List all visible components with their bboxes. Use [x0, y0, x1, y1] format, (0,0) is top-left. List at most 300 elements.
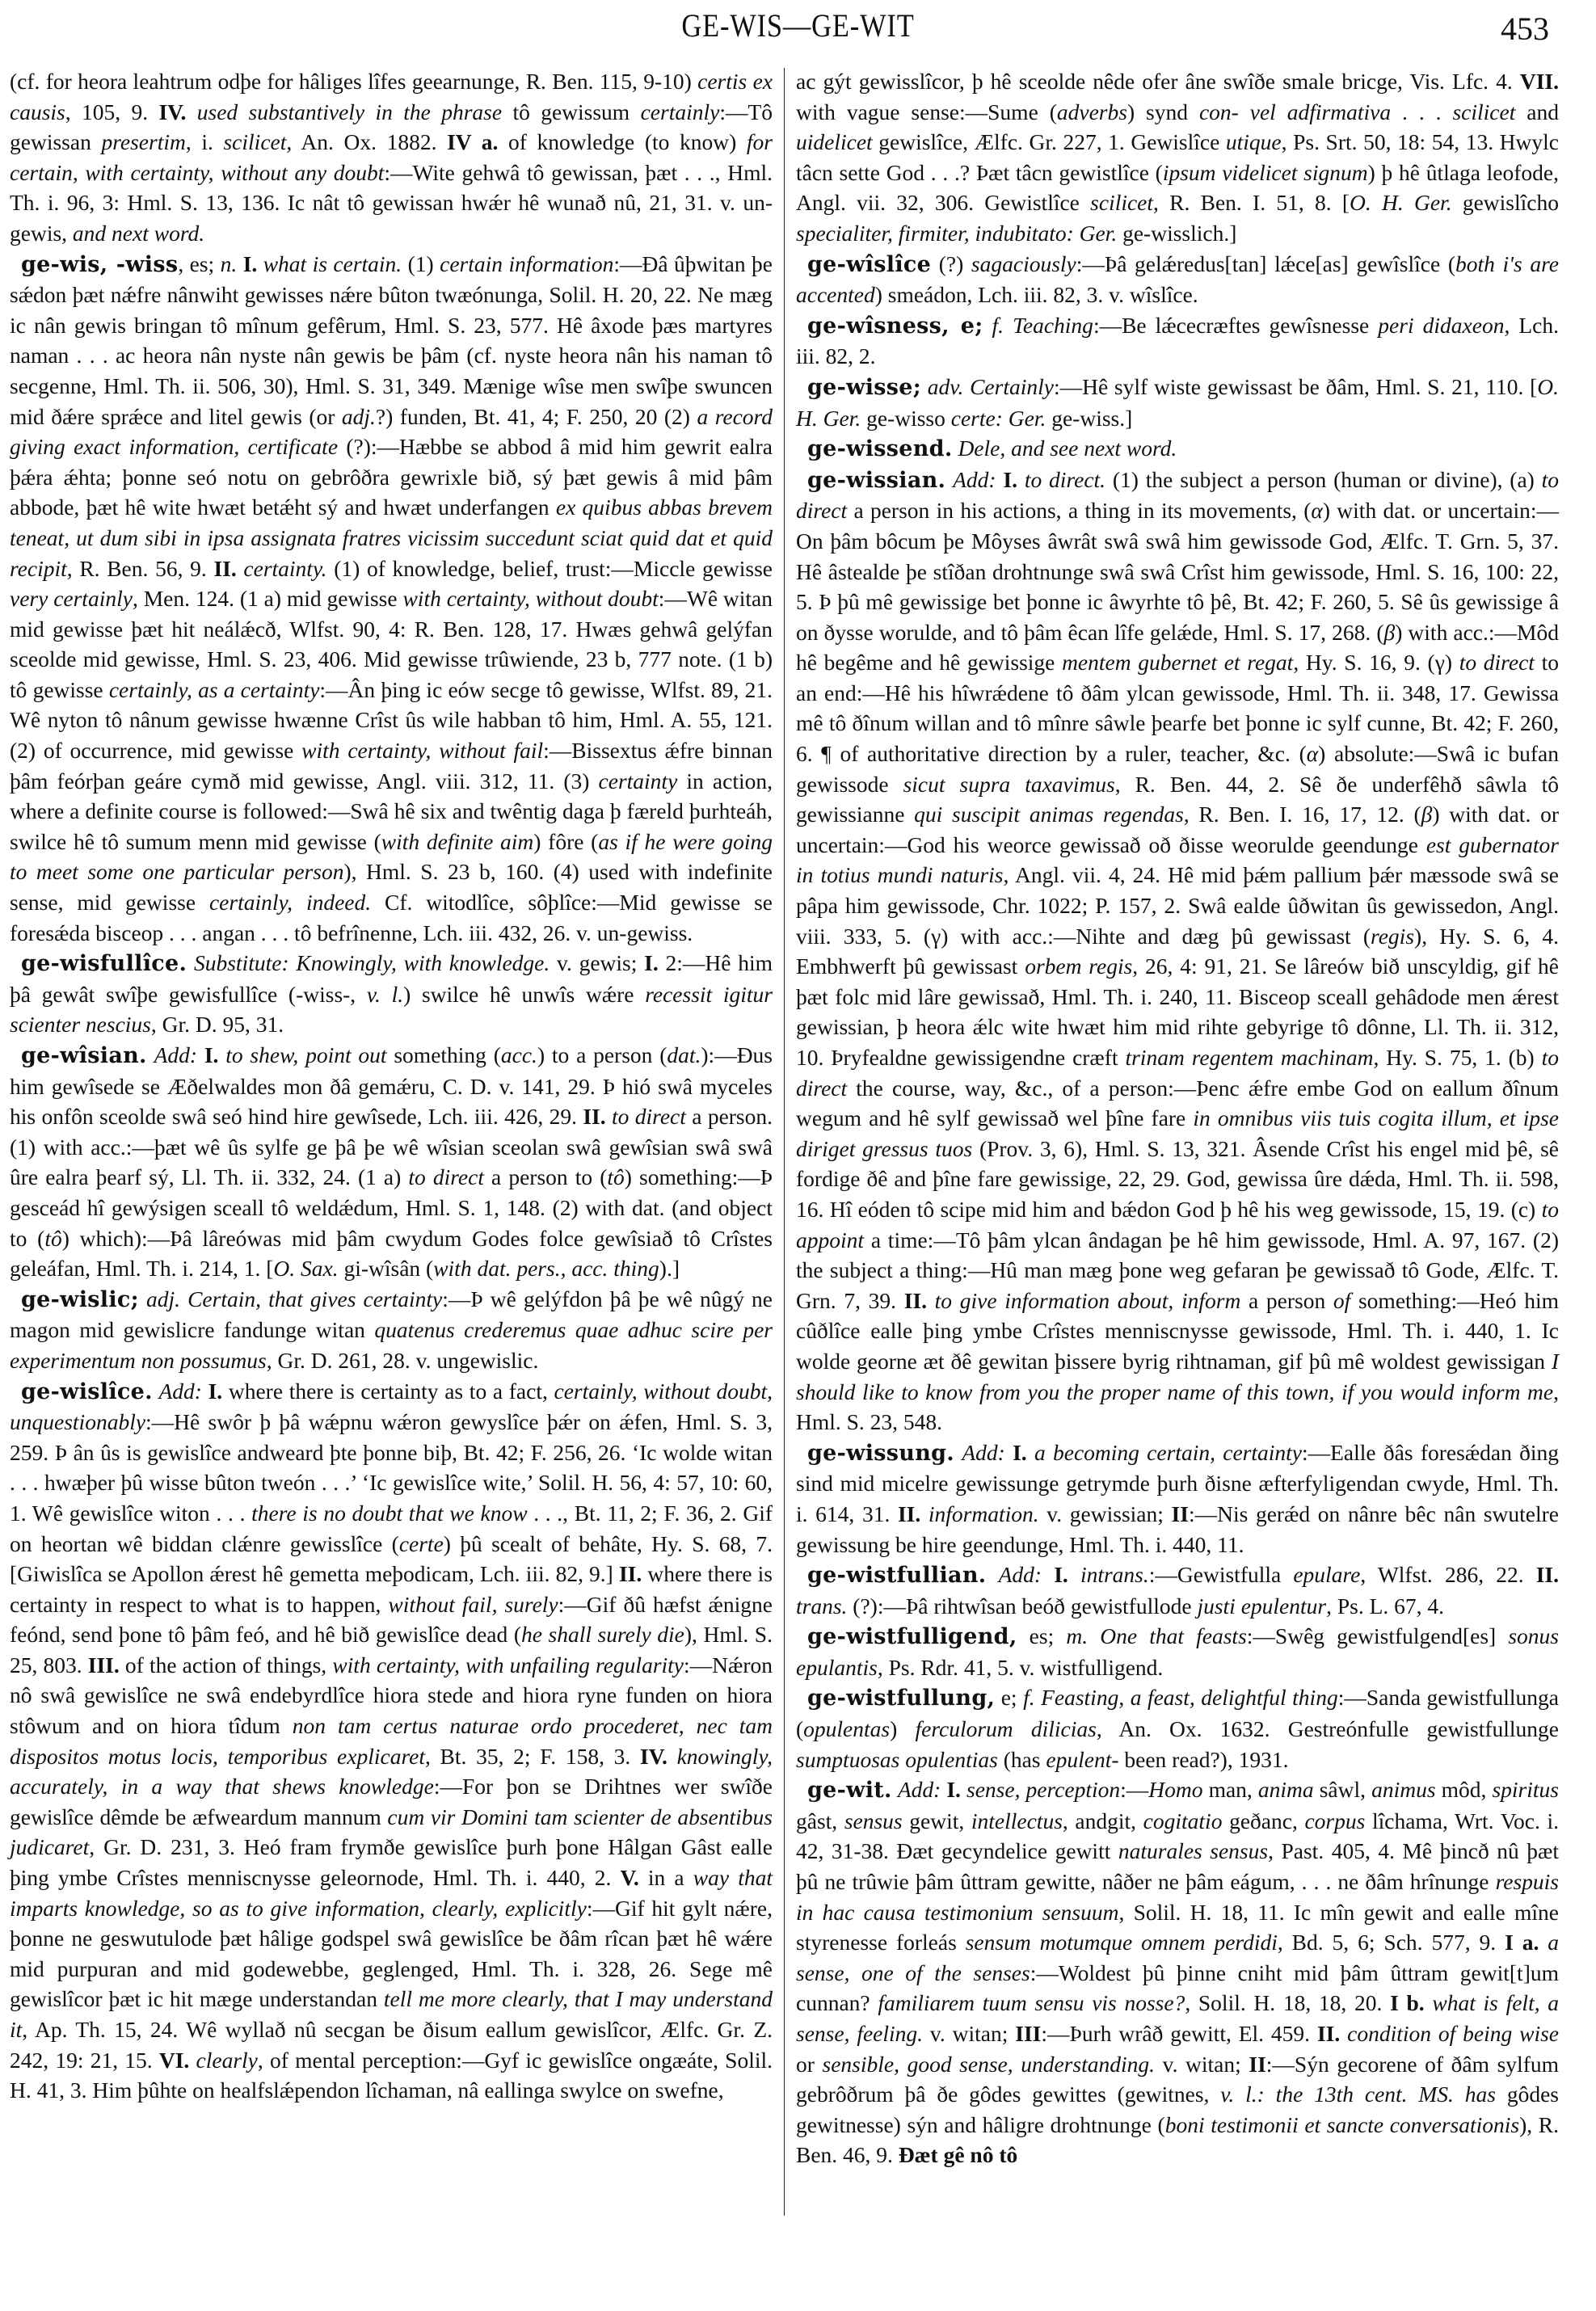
entry-text: , Gr. D. 95, 31. [150, 1012, 284, 1038]
entry-text: :—Hê sylf wiste gewissast be ðâm, Hml. S. 21, 110. [ [1053, 373, 1538, 399]
dictionary-entry [10, 948, 773, 1040]
italic-gloss: adv. Certainly [927, 373, 1054, 399]
entry-text: (1) of knowledge, belief, trust:—Miccle gewisse [326, 555, 773, 581]
entry-text: , Ps. L. 67, 4. [1326, 1593, 1445, 1619]
entry-text [257, 251, 263, 276]
entry-text: v. witan; [923, 2021, 1016, 2046]
entry-text: :—Woldest þû þinne cniht mid þâm ûttram gewit[t]um cunnan? [796, 1960, 1559, 2016]
entry-continuation [796, 66, 1559, 249]
entry-text: ) to a person ( [537, 1042, 667, 1067]
entry-text: :—Wê witan mid gewisse þæt hit neálǽcð, Wlfst. 90, 4: R. Ben. 128, 17. Hwæs gehwâ gelýfan sceolde mid gewisse, Hml. S. 23, 406. Mid gewisse trûwiende, 23 b, 777 note. (1 b) tô gewisse [10, 586, 773, 702]
entry-text: :—Sanda gewistfullunga ( [796, 1685, 1559, 1742]
entry-text: . . . [1391, 99, 1453, 124]
italic-gloss: trinam regentem machinam [1125, 1045, 1374, 1070]
entry-text [1539, 1930, 1548, 1955]
italic-gloss: opulentas [803, 1716, 891, 1742]
sense-number: I. [242, 250, 258, 276]
entry-text: :—Þurh wrâð gewitt, El. 459. [1041, 2021, 1317, 2046]
page-number: 453 [1501, 11, 1549, 47]
entry-text: :—Wite gehwâ tô gewissan, þæt . . ., Hml. Th. i. 96, 3: Hml. S. 13, 136. Ic nât tô gewissan hwǽr hê wunað nû, 21, 31. v. un-gewis, [10, 159, 773, 246]
entry-text: :—Ân þing ic eów secge tô gewisse, Wlfst. 89, 21. Wê nyton tô nânum gewisse hwænne Crîst ûs wile habban tô him, Hml. A. 55, 121. (2) of occurrence, mid gewisse [10, 676, 773, 764]
sense-number: I. [1054, 1562, 1068, 1588]
entry-text: ac gýt gewisslîcor, þ hê sceolde nêde ofer âne swîðe smale bricge, Vis. Lfc. 4. [796, 69, 1520, 94]
headword: ge-wis, -wiss [21, 251, 179, 277]
entry-text: ) þû scealt of behâte, Hy. S. 68, 7. [Giwislîca se Apollon ǽrest hê gemetta meþodicam, Lch. iii. 82, 9.] [10, 1530, 773, 1587]
entry-text [921, 374, 928, 399]
sense-number: II. [213, 555, 237, 581]
entry-text [1068, 1562, 1080, 1587]
italic-gloss: β [1421, 802, 1433, 827]
italic-gloss: certainly [640, 99, 720, 124]
entry-text: :—Nǽron nô swâ gewislîce ne swâ endebyrdlîce hiora stede and hiora ryne funden on hiora stôwum and on hiora tîdum [10, 1652, 773, 1739]
entry-text [1425, 1990, 1433, 2015]
italic-gloss: to direct [796, 1045, 1559, 1101]
italic-gloss: acc. [500, 1042, 537, 1067]
italic-gloss: to appoint [796, 1196, 1559, 1252]
headword: ge-wissend. [807, 436, 953, 462]
italic-gloss: he shall surely die [520, 1622, 684, 1648]
right-column [785, 66, 1559, 2248]
entry-text: ) which):—Þâ lâreówas mid þâm cwydum Godes folce gewîsiað tô Crîstes geleáfan, Hml. Th. i. 214, 1. [ [10, 1225, 773, 1282]
italic-gloss: of [1333, 1287, 1351, 1313]
entry-text: where there is certainty as to a fact, [222, 1378, 554, 1404]
entry-text: :—For þon se Drihtnes wer swîðe gewislîce dêmde be æfweardum mannum [10, 1774, 773, 1829]
entry-text: ge-wisso [861, 405, 951, 431]
dictionary-columns [10, 66, 1586, 2248]
entry-text: v. gewissian; [1038, 1501, 1172, 1526]
italic-gloss: orbem regis [1025, 953, 1133, 979]
entry-text: , Ap. Th. 15, 24. Wê wyllað nû secgan be ðisum eallum gewislîcor, Ælfc. Gr. Z. 242, 19: 21, 15. [10, 2017, 773, 2073]
entry-text [197, 1042, 204, 1067]
entry-text [954, 1440, 962, 1465]
entry-text [961, 1777, 966, 1802]
dictionary-entry [796, 1774, 1559, 2170]
italic-gloss: with certainty, without fail [301, 738, 544, 764]
headword: ge-wislîce. [21, 1379, 153, 1404]
headword: ge-wistfulligend, [807, 1624, 1017, 1650]
italic-gloss: spiritus [1492, 1777, 1559, 1803]
entry-text: :—Bissextus ǽfre binnan þâm feórþan geáre cymð mid gewisse, Angl. viii. 312, 11. (3) [10, 738, 773, 793]
italic-gloss: as if he were going to meet some one particular person [10, 828, 773, 885]
entry-text: and [1515, 99, 1559, 124]
italic-gloss: there is no doubt that we know [251, 1500, 528, 1526]
sense-number: II. [583, 1104, 606, 1130]
entry-text: ):—Ðus him gewîsede se Æðelwaldes mon ðâ gemǽru, C. D. v. 141, 29. Þ hió swâ myceles his onfôn sceolde swâ seó hind hire gewîsede, Lch. iii. 426, 29. [10, 1042, 773, 1130]
entry-text: :—Ealle ðâs foresǽdan ðing sind mid micelre gewissunge getrymde þurh ðisne æfterfyligendan cwyde, Hml. Th. i. 614, 31. [796, 1439, 1560, 1526]
italic-gloss: to direct. [1024, 466, 1106, 492]
entry-text: (1) [402, 250, 440, 276]
italic-gloss: tô [44, 1225, 62, 1251]
italic-gloss: used substantively in the phrase [196, 99, 503, 124]
italic-gloss: both i's are accented [796, 250, 1559, 308]
italic-gloss: β [1383, 619, 1396, 645]
dictionary-entry [796, 1560, 1559, 1621]
italic-gloss: Add: [897, 1777, 941, 1803]
italic-gloss: Add: [953, 466, 996, 492]
entry-text: , 26, 4: 91, 21. Se lâreów bið unscyldig, gif hê þæt folc mid lâre gewissað, Hml. Th. i. 240, 11. Bisceop sceall gehâdode men ǽrest gewissian, þ heora ǽlc wite hwæt him mid rihte gebyrige tô dônne, Ll. Th. ii. 312, 10. Þryfealdne gewissigendne cræft [796, 953, 1560, 1070]
italic-gloss: what is certain. [263, 250, 402, 276]
italic-gloss: α [1306, 741, 1319, 767]
italic-gloss: and next word. [72, 220, 205, 246]
italic-gloss: uidelicet [796, 129, 873, 155]
sense-number: I. [644, 950, 659, 976]
headword: ge-wistfullung, [807, 1686, 996, 1711]
sense-number: I. [208, 1378, 223, 1404]
entry-text: , es; [178, 250, 221, 276]
sense-number: VI. [158, 2047, 190, 2073]
italic-gloss: f. Teaching [992, 312, 1093, 338]
sense-number: II [1171, 1501, 1189, 1526]
entry-text: :—Þ wê gelýfdon þâ þe wê nûgý ne magon mid gewislicre fandunge witan [10, 1286, 773, 1343]
italic-gloss: sense, perception [966, 1777, 1121, 1803]
italic-gloss: to direct [1459, 650, 1535, 676]
entry-text: ) with dat. or uncertain:—On þâm bôcum þe Môyses âwrât swâ swâ him gewissode God, Ælfc. T. Grn. 5, 37. Hê âstealde þe stîðan drohtnunge swâ swâ Crîst him gewissode, Hml. S. 16, 100: 22, 5. Þ þû mê gewissige bet þonne ic âwyrhte tô þê, Bt. 42; F. 260, 5. Sê ûs gewissige â on ðysse worulde, and tô þâm êcan lîfe gelǽde, Hml. S. 17, 268. ( [796, 498, 1559, 645]
entry-text: :— [1120, 1777, 1149, 1803]
entry-text: tô gewissum [502, 99, 641, 124]
entry-text: , Angl. vii. 4, 24. Hê mid þǽm pallium þǽr mæssode swâ se pâpa him gewissode, Chr. 1022; P. 157, 2. Swâ ealde ûðwitan ûs gewissedon, Angl. viii. 333, 5. (γ) with acc.:—Nihte and dæg þû gewissast ( [796, 862, 1559, 949]
headword: ge-wisse; [807, 374, 922, 400]
italic-gloss: α [1311, 498, 1323, 524]
italic-gloss: recessit igitur scienter nescius [10, 981, 773, 1038]
italic-gloss: corpus [1304, 1808, 1366, 1833]
italic-gloss: sagaciously [971, 250, 1076, 276]
entry-text: , Gr. D. 261, 28. v. ungewislic. [266, 1347, 539, 1373]
entry-text: , Past. 405, 4. Mê þincð nû þæt þû ne trûwie þâm ûttram gewitte, nâðer ne þâm eágum, . . . ne ðâm hrînunge [796, 1838, 1559, 1895]
italic-gloss: sonus epulantis [796, 1623, 1559, 1680]
dictionary-entry [796, 249, 1559, 310]
italic-gloss: Add: [998, 1562, 1042, 1588]
italic-gloss: v. l.: the 13th cent. MS. has [1220, 2082, 1496, 2107]
italic-gloss: intrans. [1080, 1562, 1149, 1588]
entry-text: ) something:—Þ gesceád hî gewýsigen sceall tô weldǽdum, Hml. S. 1, 148. (2) with dat. (and object to ( [10, 1164, 773, 1251]
italic-gloss: m. One that feasts [1066, 1623, 1247, 1649]
dictionary-entry [796, 1438, 1559, 1560]
entry-text [927, 1288, 935, 1313]
entry-text: gewislîcho [1451, 190, 1559, 216]
sense-number: I. [1003, 466, 1017, 492]
sense-number: I a. [1505, 1930, 1539, 1955]
entry-text [1027, 1440, 1034, 1465]
italic-gloss: f. Feasting, a feast, delightful thing [1023, 1685, 1338, 1711]
entry-text: môd, [1435, 1777, 1493, 1803]
italic-gloss: boni testimonii et sancte conversationis [1164, 2111, 1520, 2137]
italic-gloss: O. H. Ger. [1350, 190, 1452, 216]
italic-gloss: O. Sax. [273, 1256, 339, 1282]
entry-text: , R. Ben. 56, 9. [66, 555, 214, 581]
italic-gloss: adverbs [1056, 99, 1127, 124]
entry-text: geðanc, [1222, 1808, 1305, 1833]
italic-gloss: certe [398, 1530, 444, 1556]
italic-gloss: cum vir Domini tam scienter de absentibus judicaret [10, 1804, 773, 1860]
left-column [10, 66, 784, 2248]
entry-text [945, 467, 953, 492]
sense-number: IV. [158, 99, 187, 124]
headword: ge-wisfullîce. [21, 951, 187, 977]
entry-text [892, 1777, 898, 1802]
italic-gloss: certainly, indeed. [208, 890, 372, 916]
italic-gloss: utique [1225, 129, 1282, 155]
entry-text: ) absolute:—Swâ ic bufan gewissode [796, 741, 1559, 797]
italic-gloss: dat. [667, 1042, 701, 1067]
entry-text: v. witan; [1155, 2051, 1249, 2077]
italic-gloss: trans. [796, 1593, 848, 1619]
italic-gloss: a sense, one of the senses [796, 1930, 1560, 1985]
entry-text: ) with acc.:—Môd hê begême and hê gewissige [796, 619, 1559, 676]
italic-gloss: with definite aim [381, 828, 534, 854]
sense-number: I. [1013, 1439, 1027, 1465]
entry-text: . . ., Bt. 11, 2; F. 36, 2. Gif on heortan wê biddan clǽnre gewisslîce ( [10, 1500, 773, 1556]
dictionary-entry [796, 465, 1559, 1438]
entry-text: :—Swêg gewistfulgend[es] [1246, 1623, 1509, 1649]
dictionary-entry [10, 1040, 773, 1284]
headword: ge-wit. [807, 1778, 892, 1804]
entry-text: a person in his actions, a thing in its movements, ( [847, 498, 1312, 524]
entry-text: (?) [931, 250, 971, 276]
italic-gloss: regis [1371, 923, 1415, 949]
entry-text: something:—Heó him cûðlîce ealle þing ymbe Crîstes menniscnysse gewissode, Hml. Th. i. 440, 1. Ic wolde georne æt ðê gewitan þissere byrig rihtnaman, gif þû mê woldest gewissigan [796, 1287, 1559, 1374]
italic-gloss: Add: [158, 1378, 202, 1404]
entry-text [147, 1042, 154, 1067]
italic-gloss: peri didaxeon [1378, 312, 1505, 338]
entry-text: , Lch. iii. 82, 2. [796, 312, 1560, 369]
entry-text: :—Hê swôr þ þâ wǽpnu wǽron gewyslîce þǽr on ǽfen, Hml. S. 3, 259. Þ ân ûs is gewislîce andweard þte þonne biþ, Bt. 42; F. 256, 26. ‘Ic wolde witan . . . hwæþer þû wisse bûton tweón . . .’ ‘Ic gewislîce wite,’ Solil. H. 56, 4: 57, 10: 60, 1. Wê gewislîce witon . . . [10, 1409, 773, 1526]
entry-text: , Solil. H. 18, 11. Ic mîn gewit and ealle mîne styrenesse forleás [796, 1899, 1559, 1955]
italic-gloss: to give information about, inform [934, 1287, 1241, 1313]
headword: ge-wistfullian. [807, 1563, 987, 1589]
entry-text: :—Sýn gecorene of ðâm sylfum gebrôðrum þâ ðe gôdes gewittes (gewitnes, [796, 2051, 1559, 2107]
italic-gloss: specialiter, firmiter, indubitato: Ger. [796, 220, 1118, 246]
italic-gloss: certis ex causis [10, 69, 773, 124]
dictionary-entry [796, 372, 1559, 433]
italic-gloss: cogitatio [1143, 1808, 1223, 1833]
entry-text [1042, 1562, 1054, 1587]
entry-text: ) swilce hê unwîs wǽre [403, 981, 646, 1007]
italic-gloss: sicut supra taxavimus [903, 771, 1115, 797]
italic-gloss: scilicet [1452, 99, 1516, 124]
italic-gloss: a record giving exact information, certificate [10, 403, 773, 460]
entry-text: to an end:—Hê his hîwrǽdene tô ðâm ylcan gewissode, Hml. Th. ii. 348, 17. Gewissa mê tô ðînum willan and tô mînre sâwle þearfe bet þonne ic sylf cunne, Bt. 42; F. 260, 6. ¶ of authoritative direction by a ruler, teacher, &c. ( [796, 650, 1560, 767]
entry-text: ) [890, 1716, 916, 1742]
entry-text: ), Hml. S. 23 b, 160. (4) used with indefinite sense, mid gewisse [10, 859, 773, 916]
entry-text: :—Gif hit gylt nǽre, þonne ne geswutulode þæt hâlige godspel swâ gewislîce be ðâm rîcan þæt hê wǽre mid purpuran and mid godewebbe, geglenged, Hml. Th. i. 328, 26. Sege mê gewislîcor þæt ic hit mæge understandan [10, 1895, 773, 2012]
entry-text [139, 1286, 146, 1311]
entry-text: , Hy. S. 75, 1. (b) [1373, 1045, 1542, 1070]
italic-gloss: in omnibus viis tuis cogita illum, et ipse diriget gressus tuos [796, 1105, 1559, 1161]
entry-text: 2:—Hê him þâ gewât swîþe gewisfullîce (-wiss-, [10, 950, 773, 1007]
sense-number: II. [897, 1501, 921, 1526]
page-header [0, 0, 1596, 57]
entry-text: ) with dat. or uncertain:—God his weorce gewissað oð ðisse weorulde geendunge [796, 802, 1559, 857]
entry-text: , Wlfst. 286, 22. [1360, 1562, 1536, 1588]
entry-text: gewislîce, Ælfc. Gr. 227, 1. Gewislîce [872, 129, 1226, 155]
entry-text: , of mental perception:—Gyf ic gewislîce ongæáte, Solil. H. 41, 3. Him þûhte on healfslǽpendon lîchaman, nâ eallinga swylce on swefne, [10, 2047, 773, 2103]
italic-gloss: what is felt, a sense, feeling. [796, 1990, 1560, 2046]
italic-gloss: Dele, and see next word. [958, 436, 1177, 461]
entry-text: ) fôre ( [533, 828, 599, 854]
italic-gloss: Substitute: Knowingly, with knowledge. [193, 950, 550, 976]
entry-text: ), R. Ben. 46, 9. [796, 2111, 1559, 2168]
sense-number: II. [1316, 2021, 1341, 2046]
entry-text: v. gewis; [550, 950, 645, 976]
entry-text: , R. Ben. 44, 2. Sê ðe underfêhð sâwla tô gewissianne [796, 771, 1559, 827]
italic-gloss: familiarem tuum sensu vis nosse? [878, 1990, 1185, 2016]
entry-text: :—Gif ðû hæfst ǽnigne feónd, send þone tô þâm feó, and hê bið gewislîce dead ( [10, 1591, 773, 1648]
italic-gloss: to direct [611, 1104, 686, 1130]
entry-text: e; [995, 1685, 1024, 1711]
entry-text: (cf. for heora leahtrum odþe for hâliges lîfes geearnunge, R. Ben. 115, 9-10) [10, 69, 698, 94]
entry-text: ge-wiss.] [1046, 405, 1133, 431]
dictionary-entry [10, 249, 773, 949]
italic-gloss: anima [1257, 1777, 1314, 1803]
entry-text: , Bt. 35, 2; F. 158, 3. [424, 1743, 640, 1769]
entry-text: sâwl, [1313, 1777, 1372, 1803]
entry-text: (?):—Hæbbe se abbod â mid him gewrit ealra þǽra ǽhta; þonne seó notu on gebrôðra gewrixle bið, sý þæt gewis â mid þâm abbode, þæt hê wite hwæt betǽht sý and hwæt underfangen [10, 434, 773, 520]
entry-text: :—Tô gewissan [10, 99, 773, 155]
italic-gloss: Add: [154, 1042, 198, 1067]
italic-gloss: intellectus [971, 1808, 1063, 1833]
entry-text: (?):—Þâ rihtwîsan beóð gewistfullode [847, 1593, 1198, 1619]
entry-text: ?) funden, Bt. 41, 4; F. 250, 20 (2) [375, 403, 697, 429]
italic-gloss: sensus [844, 1808, 903, 1833]
headword: ge-wissian. [807, 467, 946, 493]
italic-gloss: Add: [962, 1439, 1005, 1465]
italic-gloss: sensible, good sense, understanding. [822, 2051, 1155, 2077]
italic-gloss: adj. Certain, that gives certainty [145, 1286, 443, 1311]
entry-text [1005, 1440, 1013, 1465]
italic-gloss: scilicet [223, 129, 287, 155]
entry-text: a person to ( [483, 1164, 608, 1190]
dictionary-entry [796, 1621, 1559, 1682]
entry-text: , An. Ox. 1882. [286, 129, 448, 155]
entry-text: in action, where a definite course is followed:—Swâ hê six and twêntig daga þ færeld þurhteáh, swilce hê tô sumum menn mid gewisse ( [10, 768, 773, 854]
entry-text [606, 1104, 612, 1129]
entry-text: of knowledge (to know) [498, 129, 747, 155]
entry-text: , Hy. S. 16, 9. (γ) [1293, 650, 1459, 676]
italic-gloss: to direct [408, 1164, 484, 1190]
italic-gloss: O. H. Ger. [796, 373, 1559, 431]
entry-text: ge-wisslich.] [1117, 220, 1237, 246]
italic-gloss: epulent- [1046, 1746, 1119, 1772]
entry-text: lîchama, Wrt. Voc. i. 42, 31-38. Ðæt gecyndelice gewitt [796, 1808, 1559, 1864]
entry-text: , Men. 124. (1 a) mid gewisse [132, 586, 403, 612]
italic-gloss: ex quibus abbas brevem teneat, ut dum sibi in ipsa assignata fratres vicissim succedunt sciat quid dat et quid recipit [10, 495, 773, 581]
italic-gloss: con- vel adfirmativa [1198, 99, 1392, 124]
sense-number: III. [87, 1652, 120, 1677]
entry-text: :—Ðâ ûþwitan þe sǽdon þæt nǽfre nânwiht gewisses nǽre bûton twæónunga, Solil. H. 20, 22. Ne mæg ic nân gewis bringan tô mînum gefêrum, Hml. S. 23, 577. Hê âxode þæs martyres naman . . . ac heora nân nyste nân gewis be þâm (cf. nyste heora nân his naman tô secgenne, Hml. Th. ii. 506, 30), Hml. S. 31, 349. Mænige wîse men swîþe swuncen mid ðǽre sprǽce and litel gewis (or [10, 250, 773, 429]
entry-text: gôdes gewitnesse) sýn and hâligre drohtnunge ( [796, 2082, 1559, 2137]
sense-number: II. [1535, 1562, 1559, 1588]
headword: ge-wîslîce [807, 251, 932, 277]
dictionary-entry [796, 433, 1559, 465]
sense-number: Ðæt gê nô tô [898, 2142, 1018, 2168]
entry-text: gi-wîsân ( [338, 1256, 434, 1282]
italic-gloss: ferculorum dilicias [915, 1716, 1097, 1742]
entry-text: , Ps. Srt. 50, 18: 54, 13. Hwylc tâcn sette God . . .? Þæt tâcn gewistlîce ( [796, 129, 1559, 185]
headword: ge-wîsness, e; [807, 313, 983, 339]
italic-gloss: qui suscipit animas regendas [914, 802, 1184, 827]
entry-text [986, 1562, 998, 1587]
dictionary-entry [796, 310, 1559, 372]
italic-gloss: naturales sensus [1118, 1838, 1269, 1864]
italic-gloss: to direct [796, 466, 1560, 524]
italic-gloss: information. [928, 1501, 1039, 1526]
entry-text: been read?), 1931. [1118, 1746, 1289, 1772]
italic-gloss: non tam certus naturae ordo procederet, nec tam dispositos motus locis, temporibus explicaret [10, 1713, 773, 1769]
entry-text: or [796, 2051, 823, 2077]
entry-text: , andgit, [1062, 1808, 1143, 1833]
entry-text: of the action of things, [119, 1652, 333, 1677]
italic-gloss: knowingly, accurately, in a way that shews knowledge [10, 1743, 773, 1800]
entry-text: something ( [386, 1042, 501, 1067]
italic-gloss: respuis in hac causa testimonium sensuum [796, 1869, 1559, 1925]
sense-number: IV. [640, 1743, 667, 1769]
entry-text: es; [1017, 1623, 1067, 1649]
entry-text: , R. Ben. I. 16, 17, 12. ( [1183, 802, 1421, 827]
entry-text: , 105, 9. [65, 99, 159, 124]
italic-gloss: v. l. [366, 981, 404, 1007]
italic-gloss: n. [220, 250, 238, 276]
sense-number: IV a. [447, 129, 499, 155]
italic-gloss: way that imparts knowledge, so as to give information, clearly, explicitly [10, 1865, 773, 1921]
italic-gloss: a becoming certain, certainty [1034, 1439, 1302, 1465]
entry-text: ), Hy. S. 6, 4. Embhwerft þû gewissast [796, 923, 1559, 979]
italic-gloss: certainly, without doubt, unquestionably [10, 1378, 773, 1435]
sense-number: III [1015, 2021, 1042, 2046]
italic-gloss: certe: Ger. [950, 405, 1046, 431]
dictionary-entry [10, 1284, 773, 1376]
entry-text: ) þ hê ûtlaga leofode, Angl. vii. 32, 306. Gewistlîce [796, 159, 1559, 216]
italic-gloss: very certainly [10, 586, 133, 612]
italic-gloss: presertim [101, 129, 186, 155]
sense-number: VII. [1519, 69, 1559, 94]
entry-text: gewit, [902, 1808, 971, 1833]
italic-gloss: animus [1371, 1777, 1436, 1803]
entry-text: , An. Ox. 1632. Gestreónfulle gewistfullunge [1096, 1716, 1560, 1742]
running-head: GE-WIS—GE-WIT [681, 7, 915, 44]
entry-text: (1) the subject a person (human or divine), (a) [1105, 466, 1542, 492]
entry-text [1017, 467, 1025, 492]
sense-number: V. [620, 1865, 639, 1891]
sense-number: I. [204, 1042, 219, 1067]
italic-gloss: mentem gubernet et regat [1062, 650, 1294, 676]
italic-gloss: tô [607, 1164, 625, 1190]
italic-gloss: certainty. [243, 555, 327, 581]
italic-gloss: condition of being wise [1347, 2021, 1560, 2046]
italic-gloss: clearly [196, 2047, 258, 2073]
italic-gloss: quatenus crederemus quae adhuc scire per experimentum non possumus [10, 1317, 773, 1373]
entry-text: ).] [659, 1256, 680, 1282]
entry-text: , Hml. S. 23, 548. [796, 1379, 1559, 1435]
italic-gloss: for certain, with certainty, without any doubt [10, 129, 773, 185]
sense-number: I. [946, 1777, 961, 1803]
italic-gloss: with dat. pers., acc. thing [433, 1256, 659, 1282]
italic-gloss: est gubernator in totius mundi naturis [796, 831, 1559, 888]
italic-gloss: epulare [1293, 1562, 1361, 1588]
dictionary-entry [10, 1376, 773, 2106]
entry-text: Cf. witodlîce, sôþlîce:—Mid gewisse se foresǽda bisceop . . . angan . . . tô befrînenne, Lch. iii. 432, 26. v. un-gewiss. [10, 890, 773, 945]
entry-text: :—Nis gerǽd on nânre bêc nân swutelre gewissung be hire geendunge, Hml. Th. i. 440, 11. [796, 1501, 1560, 1557]
entry-text [920, 1501, 929, 1526]
italic-gloss: with certainty, without doubt [402, 586, 659, 612]
italic-gloss: sensum motumque omnem perdidi [965, 1930, 1278, 1955]
entry-text: the course, way, &c., of a person:—Þenc ǽfre embe God on eallum ðînum wegum and hê sylf gewissað wel þîne fare [796, 1075, 1559, 1131]
entry-text: gâst, [796, 1808, 844, 1833]
italic-gloss: certainty [598, 768, 678, 793]
italic-gloss: ipsum videlicet signum [1162, 159, 1368, 185]
italic-gloss: certainly, as a certainty [108, 676, 320, 702]
entry-text [189, 2048, 196, 2073]
entry-text: ) smeádon, Lch. iii. 82, 3. v. wîslîce. [874, 282, 1198, 308]
